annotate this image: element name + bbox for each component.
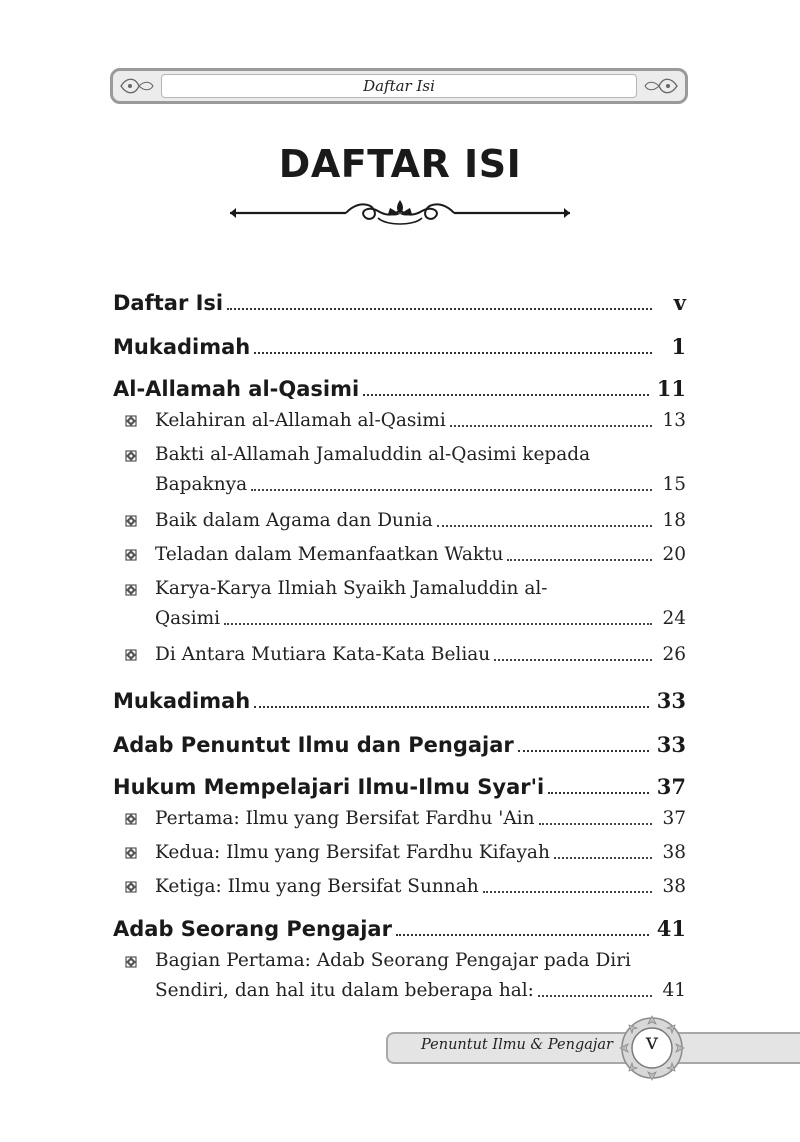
dot-leader <box>254 352 652 354</box>
dot-leader <box>548 792 649 794</box>
toc-entry-label: Hukum Mempelajari Ilmu-Ilmu Syar'i <box>113 775 545 799</box>
toc-entry[interactable] <box>113 686 686 716</box>
toc-subentry-label: Kelahiran al-Allamah al-Qasimi <box>155 410 446 431</box>
running-header <box>110 68 688 104</box>
toc-page-number: 1 <box>671 334 686 359</box>
toc-page-number: 18 <box>662 510 686 531</box>
dot-leader <box>437 525 652 527</box>
toc-entry-label: Mukadimah <box>113 335 251 359</box>
dot-leader <box>494 659 652 661</box>
toc-page-number: 13 <box>662 410 686 431</box>
running-footer-title: Penuntut Ilmu & Pengajar <box>421 1037 613 1053</box>
title-flourish-icon <box>228 196 572 230</box>
toc-subentry[interactable] <box>113 640 686 670</box>
page-title: DAFTAR ISI <box>278 142 522 186</box>
toc-page-number: 15 <box>662 474 686 495</box>
toc-subentry-label: Baik dalam Agama dan Dunia <box>155 510 433 531</box>
dot-leader <box>254 706 649 708</box>
toc-entry[interactable] <box>113 374 686 404</box>
toc-subentry-label: Pertama: Ilmu yang Bersifat Fardhu 'Ain <box>155 808 535 829</box>
running-header-title: Daftar Isi <box>161 74 637 98</box>
toc-subentry-label-line1: Bakti al-Allamah Jamaluddin al-Qasimi kepada <box>155 444 591 465</box>
toc-subentry[interactable] <box>113 506 686 536</box>
ornament-bullet-icon <box>125 813 137 825</box>
ornament-bullet-icon <box>125 549 137 561</box>
toc-entry[interactable] <box>113 914 686 944</box>
ornament-bullet-icon <box>125 847 137 859</box>
dot-leader <box>363 394 649 396</box>
toc-page-number: 37 <box>662 808 686 829</box>
toc-page-number: 20 <box>662 544 686 565</box>
toc-entry[interactable] <box>113 288 686 318</box>
toc-page-number: 37 <box>656 774 686 799</box>
dot-leader <box>539 823 652 825</box>
header-ornament-left-icon <box>117 75 157 97</box>
dot-leader <box>518 750 649 752</box>
toc-subentry[interactable] <box>113 574 686 634</box>
page-number: v <box>645 1030 659 1055</box>
dot-leader <box>227 308 652 310</box>
toc-subentry-label-line2: Bapaknya <box>155 474 248 495</box>
toc-page-number: 26 <box>662 644 686 665</box>
toc-subentry[interactable] <box>113 804 686 834</box>
toc-page-number: 38 <box>662 842 686 863</box>
toc-entry-label: Mukadimah <box>113 689 251 713</box>
toc-subentry[interactable] <box>113 838 686 868</box>
ornament-bullet-icon <box>125 956 137 968</box>
toc-subentry-label: Ketiga: Ilmu yang Bersifat Sunnah <box>155 876 479 897</box>
dot-leader <box>450 425 652 427</box>
toc-subentry-label: Teladan dalam Memanfaatkan Waktu <box>155 544 504 565</box>
toc-subentry-label: Kedua: Ilmu yang Bersifat Fardhu Kifayah <box>155 842 550 863</box>
dot-leader <box>251 489 652 491</box>
toc-entry[interactable] <box>113 730 686 760</box>
dot-leader <box>396 934 649 936</box>
toc-entry-label: Adab Seorang Pengajar <box>113 917 392 941</box>
toc-page-number: 24 <box>662 608 686 629</box>
dot-leader <box>538 995 652 997</box>
toc-entry-label: Adab Penuntut Ilmu dan Pengajar <box>113 733 514 757</box>
toc-entry[interactable] <box>113 332 686 362</box>
toc-subentry[interactable] <box>113 946 686 1006</box>
toc-page-number: 33 <box>656 732 686 757</box>
toc-subentry-label-line1: Karya-Karya Ilmiah Syaikh Jamaluddin al- <box>155 578 548 599</box>
toc-entry[interactable] <box>113 772 686 802</box>
toc-entry-label: Al-Allamah al-Qasimi <box>113 377 360 401</box>
toc-subentry-label-line2: Qasimi <box>155 608 221 629</box>
header-ornament-right-icon <box>641 75 681 97</box>
ornament-bullet-icon <box>125 415 137 427</box>
toc-subentry-label-line2: Sendiri, dan hal itu dalam beberapa hal: <box>155 980 534 1001</box>
dot-leader <box>224 623 652 625</box>
ornament-bullet-icon <box>125 515 137 527</box>
toc-subentry[interactable] <box>113 540 686 570</box>
toc-page-number: 41 <box>656 916 686 941</box>
toc-subentry[interactable] <box>113 406 686 436</box>
toc-page-number: v <box>673 290 686 315</box>
toc-entry-label: Daftar Isi <box>113 291 224 315</box>
ornament-bullet-icon <box>125 450 137 462</box>
dot-leader <box>483 891 652 893</box>
dot-leader <box>507 559 652 561</box>
toc-page-number: 38 <box>662 876 686 897</box>
toc-subentry-label: Di Antara Mutiara Kata-Kata Beliau <box>155 644 491 665</box>
toc-page-number: 33 <box>656 688 686 713</box>
toc-subentry[interactable] <box>113 872 686 902</box>
ornament-bullet-icon <box>125 649 137 661</box>
toc-page-number: 41 <box>662 980 686 1001</box>
toc-subentry[interactable] <box>113 440 686 500</box>
toc-page-number: 11 <box>656 376 686 401</box>
ornament-bullet-icon <box>125 881 137 893</box>
dot-leader <box>554 857 652 859</box>
toc-subentry-label-line1: Bagian Pertama: Adab Seorang Pengajar pada Diri <box>155 950 631 971</box>
ornament-bullet-icon <box>125 584 137 596</box>
